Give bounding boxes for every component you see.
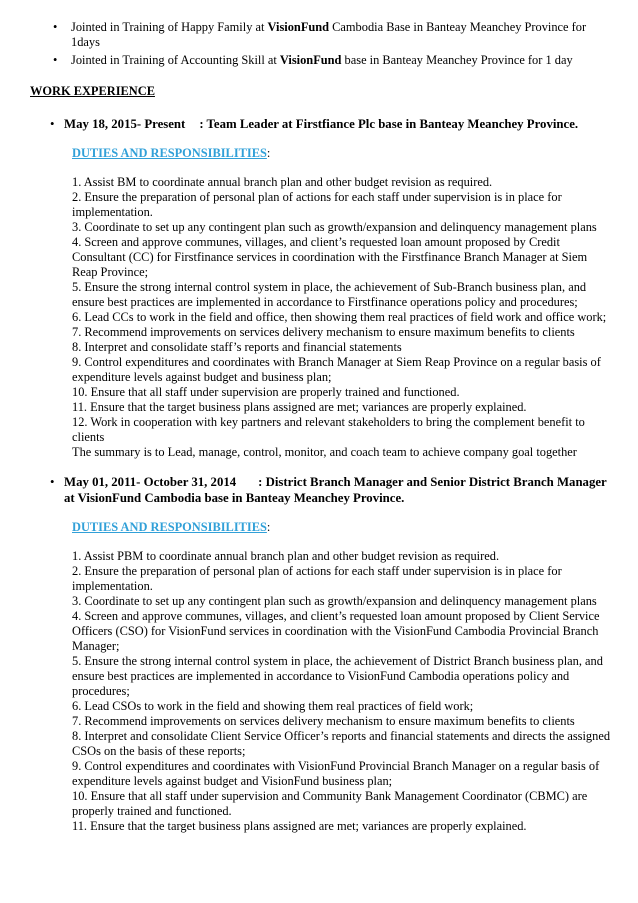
duties-list (30, 549, 612, 834)
duty-item: 12. Work in cooperation with key partners and relevant stakeholders to bring the complement benefit to clients (72, 415, 585, 444)
duty-item: 3. Coordinate to set up any contingent plan such as growth/expansion and delinquency management plans (72, 220, 597, 234)
duty-item: 10. Ensure that all staff under supervision are properly trained and functioned. (72, 385, 460, 399)
training-item (30, 20, 612, 50)
duty-item: 9. Control expenditures and coordinates with Branch Manager at Siem Reap Province on a regular basis of expenditure levels against budget and business plan; (72, 355, 601, 384)
duty-item: 7. Recommend improvements on services delivery mechanism to ensure maximum benefits to clients (72, 325, 575, 339)
duties-heading (30, 146, 612, 161)
training-text: Jointed in Training of Accounting Skill at (71, 53, 280, 67)
duty-item: 10. Ensure that all staff under supervision and Community Bank Management Coordinator (CBMC) are properly trained and functioned. (72, 789, 588, 818)
duty-item: 7. Recommend improvements on services delivery mechanism to ensure maximum benefits to clients (72, 714, 575, 728)
duty-item: 11. Ensure that the target business plans assigned are met; variances are properly explained. (72, 819, 527, 833)
duty-item: 8. Interpret and consolidate staff’s reports and financial statements (72, 340, 402, 354)
section-title-work-experience: WORK EXPERIENCE (30, 84, 155, 98)
duties-list (30, 175, 612, 460)
training-item (30, 53, 612, 68)
bullet-icon: • (50, 475, 55, 489)
job-title: : District Branch Manager and Senior District Branch Manager at VisionFund Cambodia base in Banteay Meanchey Province. (64, 475, 607, 505)
duty-item: 9. Control expenditures and coordinates with VisionFund Provincial Branch Manager on a regular basis of expenditure levels against budget and VisionFund business plan; (72, 759, 600, 788)
duty-item: 1. Assist BM to coordinate annual branch plan and other budget revision as required. (72, 175, 493, 189)
duty-item: 4. Screen and approve communes, villages, and client’s requested loan amount proposed by Client Service Officers (CSO) for VisionFund services in coordination with the VisionFund Cambodia Provincial Branch Manager; (72, 609, 600, 653)
duty-item: 1. Assist PBM to coordinate annual branch plan and other budget revision as required. (72, 549, 500, 563)
training-text: base in Banteay Meanchey Province for 1 day (341, 53, 573, 67)
bullet-icon: • (53, 53, 58, 67)
bullet-icon: • (50, 117, 55, 131)
duty-item: 6. Lead CSOs to work in the field and showing them real practices of field work; (72, 699, 474, 713)
duty-item: 11. Ensure that the target business plans assigned are met; variances are properly explained. (72, 400, 527, 414)
duty-item: 8. Interpret and consolidate Client Service Officer’s reports and financial statements and directs the assigned CSOs on the basis of these reports; (72, 729, 611, 758)
training-text: Cambodia Base in Banteay Meanchey Province for 1days (71, 20, 587, 49)
training-org: VisionFund (279, 53, 342, 67)
duties-colon: : (266, 146, 271, 160)
duties-label: DUTIES AND RESPONSIBILITIES (72, 520, 267, 534)
duty-item: 4. Screen and approve communes, villages, and client’s requested loan amount proposed by Credit Consultant (CC) for Firstfinance services in coordination with the Firstfinance Branch Manager at Siem Reap Province; (72, 235, 588, 279)
bullet-icon: • (53, 20, 58, 34)
job-date: May 01, 2011- October 31, 2014 (64, 475, 237, 489)
job-heading (30, 116, 612, 132)
duty-item: 5. Ensure the strong internal control system in place, the achievement of Sub-Branch business plan, and ensure best practices are implemented in accordance to Firstfinance operations policy and procedures; (72, 280, 587, 309)
duty-summary: The summary is to Lead, manage, control, monitor, and coach team to achieve company goal together (72, 445, 577, 459)
training-text: Jointed in Training of Happy Family at (71, 20, 268, 34)
duty-item: 2. Ensure the preparation of personal plan of actions for each staff under supervision is in place for implementation. (72, 564, 562, 593)
duty-item: 3. Coordinate to set up any contingent plan such as growth/expansion and delinquency management plans (72, 594, 597, 608)
duties-heading (30, 520, 612, 535)
duties-colon: : (266, 520, 271, 534)
duties-label: DUTIES AND RESPONSIBILITIES (72, 146, 267, 160)
duty-item: 5. Ensure the strong internal control system in place, the achievement of District Branch business plan, and ensure best practices are implemented in accordance to VisionFund Cambodia operations policy and procedures; (72, 654, 603, 698)
duty-item: 2. Ensure the preparation of personal plan of actions for each staff under supervision is in place for implementation. (72, 190, 562, 219)
duty-item: 6. Lead CCs to work in the field and office, then showing them real practices of field work and office work; (72, 310, 607, 324)
job-heading (30, 474, 612, 506)
job-date: May 18, 2015- Present (64, 117, 186, 131)
training-org: VisionFund (267, 20, 330, 34)
job-title: : Team Leader at Firstfiance Plc base in Banteay Meanchey Province. (199, 117, 579, 131)
